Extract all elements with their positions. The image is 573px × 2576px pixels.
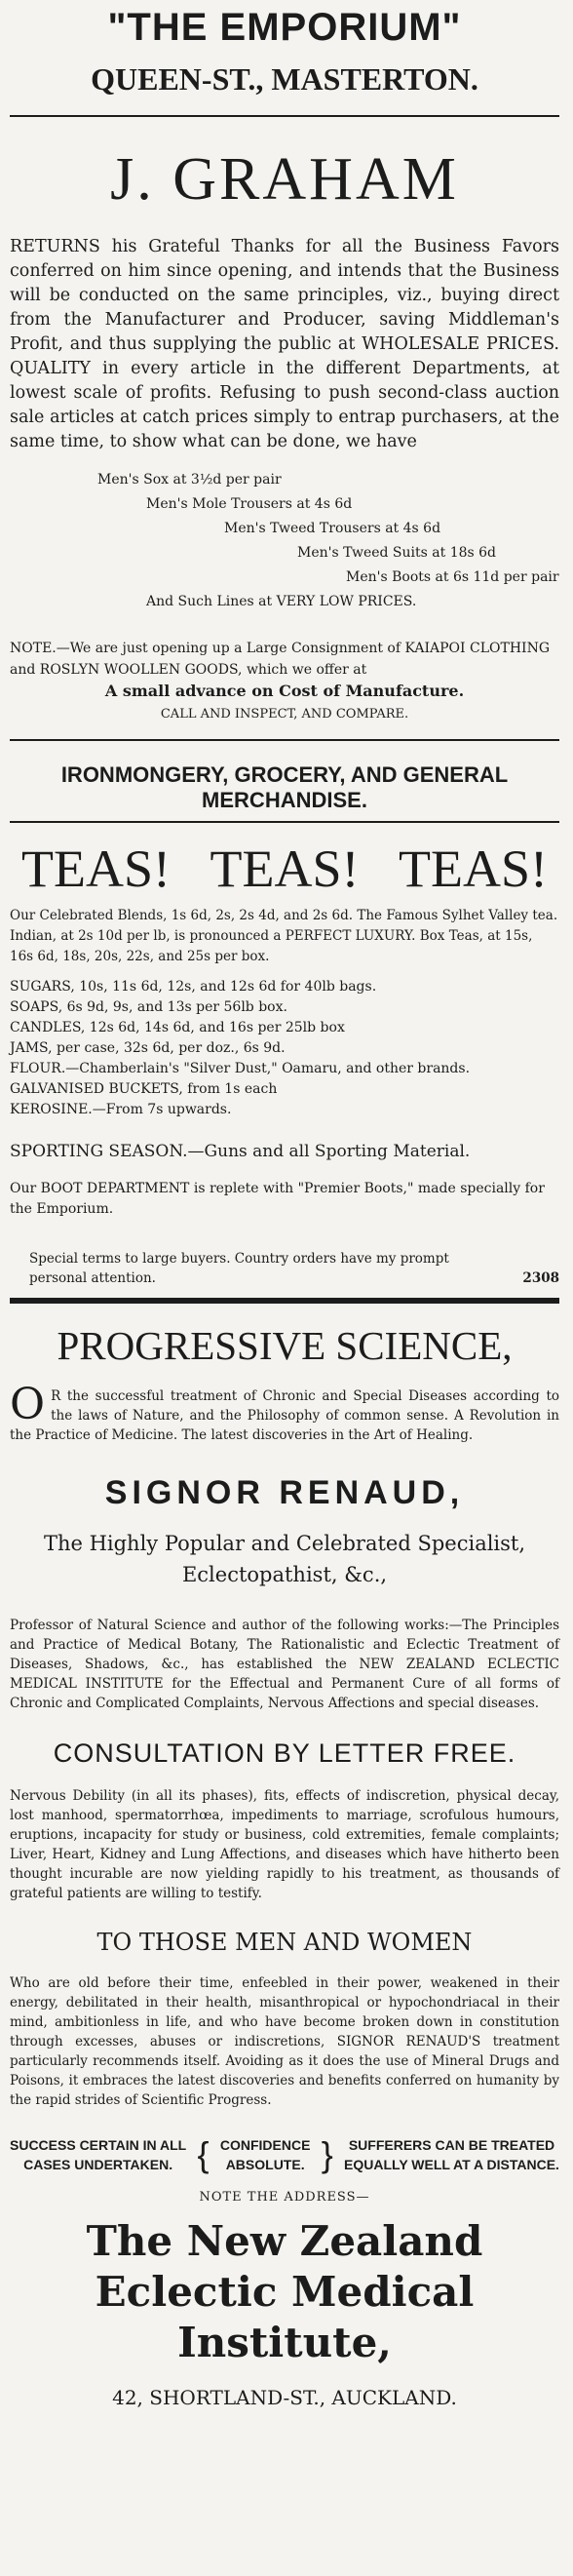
newspaper-page	[0, 6, 573, 2576]
divider	[10, 821, 559, 823]
subtitle-line: The Highly Popular and Celebrated Specialist,	[43, 1532, 526, 1556]
goods-item: SUGARS, 10s, 11s 6d, 12s, and 12s 6d for 40lb bags.	[10, 978, 377, 995]
note-bold: A small advance on Cost of Manufacture.	[104, 681, 465, 700]
teas-detail: Our Celebrated Blends, 1s 6d, 2s, 2s 4d, and 2s 6d. The Famous Sylhet Valley tea. Indian, at 2s 10d per lb, is pronounced a PERFECT LUXURY. Box Teas, at 15s, 16s 6d, 18s, 20s, 22s, and 25s per box.	[10, 907, 558, 964]
institute-name	[10, 2216, 559, 2368]
to-those-heading: TO THOSE MEN AND WOMEN	[96, 1929, 473, 1957]
divider	[10, 739, 559, 741]
call-line: CALL AND INSPECT, AND COMPARE.	[160, 706, 409, 722]
brace-right: }	[321, 2134, 333, 2175]
street-address: 42, SHORTLAND-ST., AUCKLAND.	[112, 2386, 457, 2410]
drop-cap: O	[10, 1380, 46, 1430]
success-text: EQUALLY WELL AT A DISTANCE.	[344, 2157, 559, 2173]
departments-heading: IRONMONGERY, GROCERY, AND GENERAL MERCHANDISE.	[60, 761, 509, 812]
emporium-address: QUEEN-ST., MASTERTON.	[91, 61, 478, 97]
goods-item: CANDLES, 12s 6d, 14s 6d, and 16s per 25lb box	[10, 1019, 345, 1035]
who-paragraph: Who are old before their time, enfeebled in their power, weakened in their energy, debilitated in their health, misanthropical or hypochondriacal in their mind, ambitionless in life, and who have become broken down in constitution through excesses, abuses or indiscretions, SIGNOR RENAUD'S treatment particularly recommends itself. Avoiding as it does the use of Mineral Drugs and Poisons, it embraces the latest discoveries and benefits conferred on humanity by the rapid strides of Scientific Progress.	[10, 1975, 559, 2109]
success-right	[344, 2135, 559, 2174]
signor-name: SIGNOR RENAUD,	[104, 1474, 465, 1512]
goods-item: FLOUR.—Chamberlain's "Silver Dust," Oamaru, and other brands.	[10, 1060, 471, 1076]
success-text: CONFIDENCE	[219, 2137, 311, 2154]
teas-word: TEAS!	[399, 839, 548, 898]
note-block	[10, 638, 559, 725]
teas-heading	[10, 840, 559, 898]
goods-item: GALVANISED BUCKETS, from 1s each	[10, 1080, 278, 1097]
proprietor-name: J. GRAHAM	[110, 146, 459, 214]
note-address: NOTE THE ADDRESS—	[199, 2190, 370, 2205]
special-terms	[10, 1249, 559, 1288]
price-item: Men's Tweed Suits at 18s 6d	[297, 544, 497, 561]
success-text: SUFFERERS CAN BE TREATED	[348, 2137, 555, 2154]
success-text: ABSOLUTE.	[225, 2157, 305, 2173]
subtitle-line: Eclectopathist, &c.,	[181, 1563, 388, 1587]
goods-item: KEROSINE.—From 7s upwards.	[10, 1101, 232, 1117]
brace-left: {	[197, 2134, 210, 2175]
price-item: And Such Lines at VERY LOW PRICES.	[146, 593, 417, 609]
success-text: SUCCESS CERTAIN IN ALL	[10, 2137, 187, 2154]
sporting-line: SPORTING SEASON.—Guns and all Sporting Material.	[10, 1141, 471, 1161]
emporium-title: "THE EMPORIUM"	[107, 6, 462, 49]
science-intro-block	[10, 1380, 559, 1445]
price-item: Men's Boots at 6s 11d per pair	[346, 568, 559, 585]
institute-line: Institute,	[177, 2319, 392, 2367]
institute-line: The New Zealand Eclectic Medical	[86, 2217, 483, 2317]
ad-number: 2308	[522, 1269, 559, 1286]
specialist-subtitle	[10, 1528, 559, 1590]
consultation-heading: CONSULTATION BY LETTER FREE.	[53, 1738, 516, 1769]
emporium-intro: RETURNS his Grateful Thanks for all the Business Favors conferred on him since opening, and intends that the Business will be conducted on the same principles, viz., buying direct from the Manufacturer and Producer, saving Middleman's Profit, and thus supplying the public at WHOLESALE PRICES. QUALITY in every article in the different Departments, at lowest scale of profits. Refusing to push second-class auction sale articles at catch prices simply to entrap purchasers, at the same time, to show what can be done, we have	[10, 236, 559, 451]
boot-department: Our BOOT DEPARTMENT is replete with "Premier Boots," made specially for the Emporium.	[10, 1180, 545, 1217]
success-text: CASES UNDERTAKEN.	[23, 2157, 173, 2173]
success-middle	[220, 2135, 311, 2174]
section-divider	[10, 1298, 559, 1304]
success-banner	[10, 2135, 559, 2174]
goods-item: SOAPS, 6s 9d, 9s, and 13s per 56lb box.	[10, 998, 287, 1015]
price-item: Men's Sox at 3½d per pair	[97, 471, 282, 488]
price-list	[10, 468, 559, 614]
divider	[10, 115, 559, 117]
nervous-paragraph: Nervous Debility (in all its phases), fits, effects of indiscretion, physical decay, lost manhood, spermatorrhœa, impediments to marriage, scrofulous humours, eruptions, incapacity for study or business, cold extremities, female complaints; Liver, Heart, Kidney and Lung Affections, and diseases which have hitherto been thought incurable are now yielding rapidly to his treatment, as thousands of grateful patients are willing to testify.	[10, 1788, 559, 1902]
goods-list	[10, 977, 559, 1120]
success-left	[10, 2135, 186, 2174]
science-title: PROGRESSIVE SCIENCE,	[57, 1322, 513, 1368]
note-text: NOTE.—We are just opening up a Large Consignment of KAIAPOI CLOTHING and ROSLYN WOOLLEN GOODS, which we offer at	[10, 640, 550, 678]
goods-item: JAMS, per case, 32s 6d, per doz., 6s 9d.	[10, 1039, 286, 1056]
price-item: Men's Mole Trousers at 4s 6d	[146, 495, 353, 512]
professor-paragraph: Professor of Natural Science and author of the following works:—The Principles and Practice of Medical Botany, The Rationalistic and Eclectic Treatment of Diseases, Shadows, &c., has established the NEW ZEALAND ECLECTIC MEDICAL INSTITUTE for the Effectual and Permanent Cure of all forms of Chronic and Complicated Complaints, Nervous Affections and special diseases.	[10, 1618, 559, 1712]
special-text: Special terms to large buyers. Country orders have my prompt personal attention.	[29, 1250, 449, 1286]
teas-word: TEAS!	[21, 839, 171, 898]
science-intro: R the successful treatment of Chronic and Special Diseases according to the laws of Nature, and the Philosophy of common sense. A Revolution in the Practice of Medicine. The latest discoveries in the Art of Healing.	[10, 1388, 559, 1444]
teas-word: TEAS!	[210, 839, 360, 898]
price-item: Men's Tweed Trousers at 4s 6d	[224, 520, 441, 536]
